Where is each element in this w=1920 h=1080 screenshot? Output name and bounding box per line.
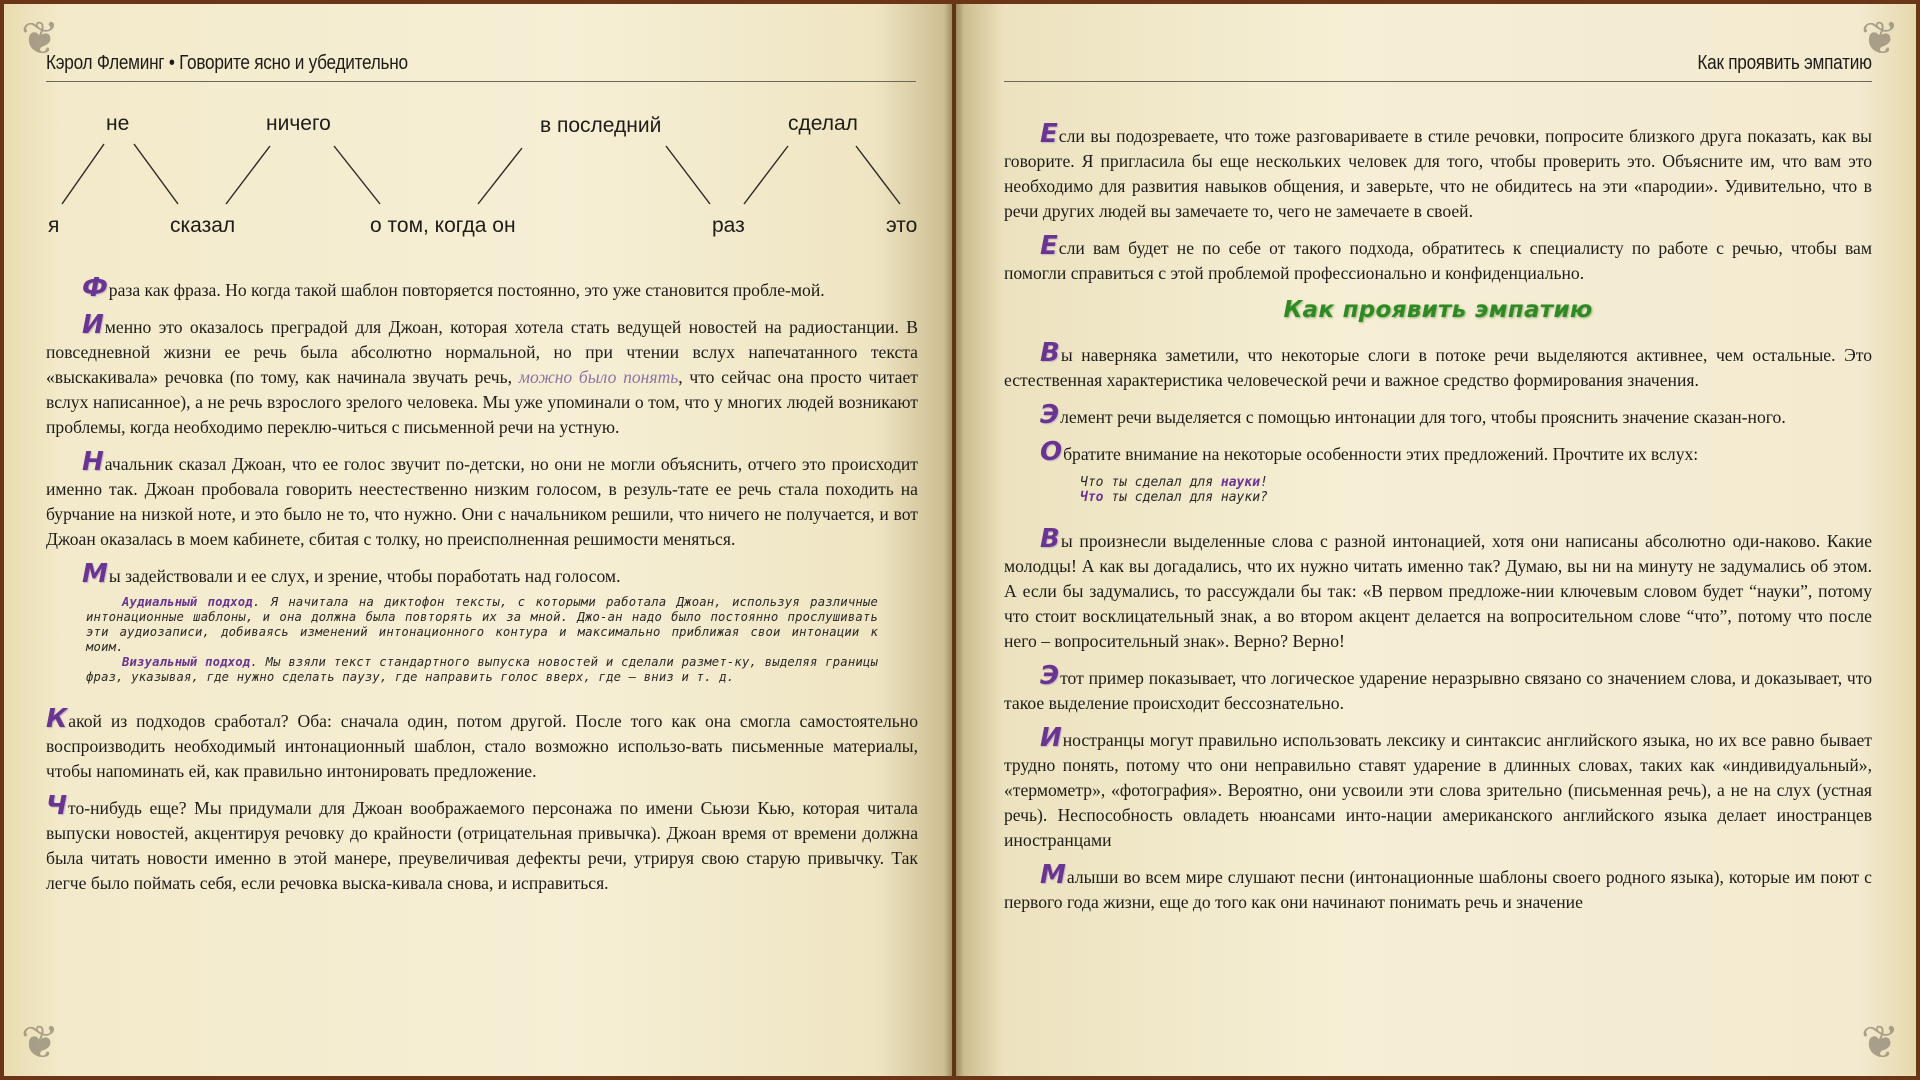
paragraph-text: сли вы подозреваете, что тоже разговариваете в стиле речовки, попросите близкого друга показать, как вы говорите. Я пригласила бы еще нескольких человек для того, чтобы проверить это. Объясните им, что вам это необходимо для развития навыков общения, и заверьте, что не обидитесь на эти «пародии». Удивительно, что в речи других людей вы замечаете то, чего не замечаете в своей. xyxy=(1004,126,1872,221)
diagram-line xyxy=(856,146,900,204)
paragraph xyxy=(46,310,918,440)
example-sentences xyxy=(1080,475,1872,505)
drop-cap: К xyxy=(46,704,68,734)
paragraph xyxy=(1004,119,1872,224)
running-header-right xyxy=(1004,52,1872,82)
drop-cap: Н xyxy=(82,447,104,477)
drop-cap: О xyxy=(1040,437,1063,467)
section-heading: Как проявить эмпатию xyxy=(1283,297,1593,323)
paragraph xyxy=(46,791,918,896)
example-text: ты сделал для науки? xyxy=(1103,490,1268,505)
diagram-bottom-word: я xyxy=(48,214,60,237)
drop-cap: Ф xyxy=(82,273,108,303)
example-text: Что ты сделал для xyxy=(1080,475,1221,490)
sidebar-note xyxy=(86,595,878,685)
paragraph-text: тот пример показывает, что логическое ударение неразрывно связано со значением слова, и доказывает, что такое выделение происходит бессознательно. xyxy=(1004,668,1872,713)
book-author-title: Кэрол Флеминг • Говорите ясно и убедительно xyxy=(46,52,408,74)
paragraph xyxy=(1004,524,1872,654)
corner-ornament-icon: ❦ xyxy=(20,11,60,65)
left-body-text xyxy=(46,273,918,908)
example-text: ! xyxy=(1260,475,1268,490)
drop-cap: Ч xyxy=(46,791,68,821)
running-header-left xyxy=(46,52,916,82)
drop-cap: В xyxy=(1040,524,1060,554)
diagram-line xyxy=(334,146,380,204)
diagram-line xyxy=(134,144,178,204)
note-paragraph xyxy=(86,655,878,685)
inline-link[interactable]: можно было понять xyxy=(518,367,679,387)
diagram-line xyxy=(666,146,710,204)
left-page xyxy=(4,4,952,1076)
paragraph xyxy=(46,559,918,589)
diagram-line xyxy=(744,146,788,204)
diagram-bottom-word: сказал xyxy=(170,214,236,237)
corner-ornament-icon: ❦ xyxy=(1860,11,1900,65)
paragraph xyxy=(1004,437,1872,467)
note-text: . Мы взяли текст стандартного выпуска новостей и сделали размет-ку, выделяя границы фраз, указывая, где нужно сделать паузу, где направить голос вверх, где – вниз и т. д. xyxy=(86,655,878,684)
paragraph xyxy=(1004,400,1872,430)
paragraph xyxy=(1004,723,1872,853)
highlighted-word: науки xyxy=(1220,475,1261,490)
paragraph xyxy=(1004,661,1872,716)
drop-cap: Э xyxy=(1040,400,1060,430)
diagram-line xyxy=(226,146,270,204)
paragraph xyxy=(1004,231,1872,286)
paragraph-text: акой из подходов сработал? Оба: сначала один, потом другой. После того как она смогла самостоятельно воспроизводить необходимый интонационный шаблон, стало возможно использо-вать письменные материалы, чтобы напоминать ей, как правильно интонировать предложение. xyxy=(46,711,918,781)
corner-ornament-icon: ❦ xyxy=(1860,1015,1900,1069)
right-page xyxy=(956,4,1916,1076)
paragraph-text: ностранцы могут правильно использовать лексику и синтаксис английского языка, но их все равно бывает трудно понять, потому что они неправильно ставят ударение в длинных словах, таких как «индивидуальный», «термометр», «фотография». Вероятно, они усвоили эти слова зрительно (письменная речь), а не на слух (устная речь). Неспособность овладеть нюансами инто-нации американского английского языка делает иностранцев иностранцами xyxy=(1004,730,1872,850)
paragraph xyxy=(46,447,918,552)
chapter-title: Как проявить эмпатию xyxy=(1697,52,1872,74)
right-body-text xyxy=(1004,119,1872,927)
paragraph-text: сли вам будет не по себе от такого подхода, обратитесь к специалисту по работе с речью, чтобы вам помогли справиться с этой проблемой профессионально и конфиденциально. xyxy=(1004,238,1872,283)
diagram-bottom-word: раз xyxy=(712,214,745,237)
paragraph-text: менно это оказалось преградой для Джоан, которая хотела стать ведущей новостей на радиостанции. В повседневной жизни ее речь была абсолютно нормальной, но при чтении вслух напечатанного текста «выскакивала» речовка (по тому, как начинала звучать речь, xyxy=(46,317,918,387)
diagram-top-word: сделал xyxy=(788,112,858,135)
diagram-top-word: в последний xyxy=(540,114,662,137)
paragraph-text: братите внимание на некоторые особенности этих предложений. Прочтите их вслух: xyxy=(1063,444,1699,464)
diagram-line xyxy=(62,144,104,204)
example-line xyxy=(1080,490,1872,505)
note-text: . Я начитала на диктофон тексты, с которыми работала Джоан, используя различные интонационные шаблоны, и она должна была повторять их за мной. Джо-ан надо было постоянно прослушивать эти аудиозаписи, добиваясь изменений интонационного контура и максимально приближая свои интонации к моим. xyxy=(86,595,878,654)
drop-cap: М xyxy=(1040,860,1066,890)
drop-cap: М xyxy=(82,559,108,589)
paragraph-text: раза как фраза. Но когда такой шаблон повторяется постоянно, это уже становится пробле-мой. xyxy=(108,280,825,300)
paragraph-text: ы наверняка заметили, что некоторые слоги в потоке речи выделяются активнее, чем остальные. Это естественная характеристика человеческой речи и важное средство формирования значения. xyxy=(1004,345,1872,390)
drop-cap: И xyxy=(82,310,104,340)
highlighted-word: Что xyxy=(1080,490,1104,505)
paragraph-text: алыши во всем мире слушают песни (интонационные шаблоны своего родного языка), которые им поют с первого года жизни, еще до того как они начинают понимать речь и значение xyxy=(1004,867,1872,912)
diagram-top-word: ничего xyxy=(266,112,331,135)
paragraph-text: ачальник сказал Джоан, что ее голос звучит по-детски, но они не могли объяснить, отчего это происходит именно так. Джоан пробовала говорить неестественно низким голосом, в резуль-тате ее речь стала походить на бурчание на низкой ноте, и это было не то, что нужно. Они с начальником решили, что ничего не получается, и вот Джоан оказалась в моем кабинете, сбитая с толку, но преисполненная решимости меняться. xyxy=(46,454,918,549)
paragraph-text: ы задействовали и ее слух, и зрение, чтобы поработать над голосом. xyxy=(108,566,621,586)
paragraph-text: , что сейчас она просто читает вслух написанное), а не речь взрослого зрелого человека. Мы уже упоминали о том, что у многих людей возникают проблемы, когда необходимо переклю-читься с письменной речи на устную. xyxy=(46,367,918,437)
paragraph-text: лемент речи выделяется с помощью интонации для того, чтобы прояснить значение сказан-ного. xyxy=(1060,407,1786,427)
drop-cap: Э xyxy=(1040,661,1060,691)
paragraph xyxy=(46,704,918,784)
paragraph xyxy=(1004,860,1872,915)
paragraph xyxy=(1004,338,1872,393)
diagram-bottom-word: это xyxy=(886,214,918,237)
drop-cap: Е xyxy=(1040,231,1058,261)
paragraph-text: то-нибудь еще? Мы придумали для Джоан воображаемого персонажа по имени Сьюзи Кью, которая читала выпуски новостей, акцентируя речовку до крайности (отрицательная привычка). Джоан время от времени должна была читать новости именно в этой манере, преувеличивая дефекты речи, утрируя свою старую привычку. Так легче было поймать себя, если речовка выска-кивала снова, и исправиться. xyxy=(46,798,918,893)
diagram-top-word: не xyxy=(106,112,130,135)
drop-cap: И xyxy=(1040,723,1062,753)
paragraph xyxy=(46,273,918,303)
diagram-line xyxy=(478,148,522,204)
note-paragraph xyxy=(86,595,878,655)
diagram-bottom-word: о том, когда он xyxy=(370,214,516,237)
corner-ornament-icon: ❦ xyxy=(20,1015,60,1069)
note-label: Аудиальный подход xyxy=(122,595,253,609)
example-line xyxy=(1080,475,1872,490)
paragraph-text: ы произнесли выделенные слова с разной интонацией, хотя они написаны абсолютно оди-наково. Какие молодцы! А как вы догадались, что их нужно читать именно так? Думаю, вы ни на минуту не задумались об этом. А если бы задумались, то рассуждали бы так: «В первом предложе-нии ключевым словом будет “науки”, потому что стоит восклицательный знак, а во втором акцент делается на вопросительном слове “что”, потому что после него – вопросительный знак». Верно? Верно! xyxy=(1004,531,1872,651)
drop-cap: Е xyxy=(1040,119,1058,149)
note-label: Визуальный подход xyxy=(122,655,251,669)
drop-cap: В xyxy=(1040,338,1060,368)
intonation-diagram xyxy=(44,100,924,250)
